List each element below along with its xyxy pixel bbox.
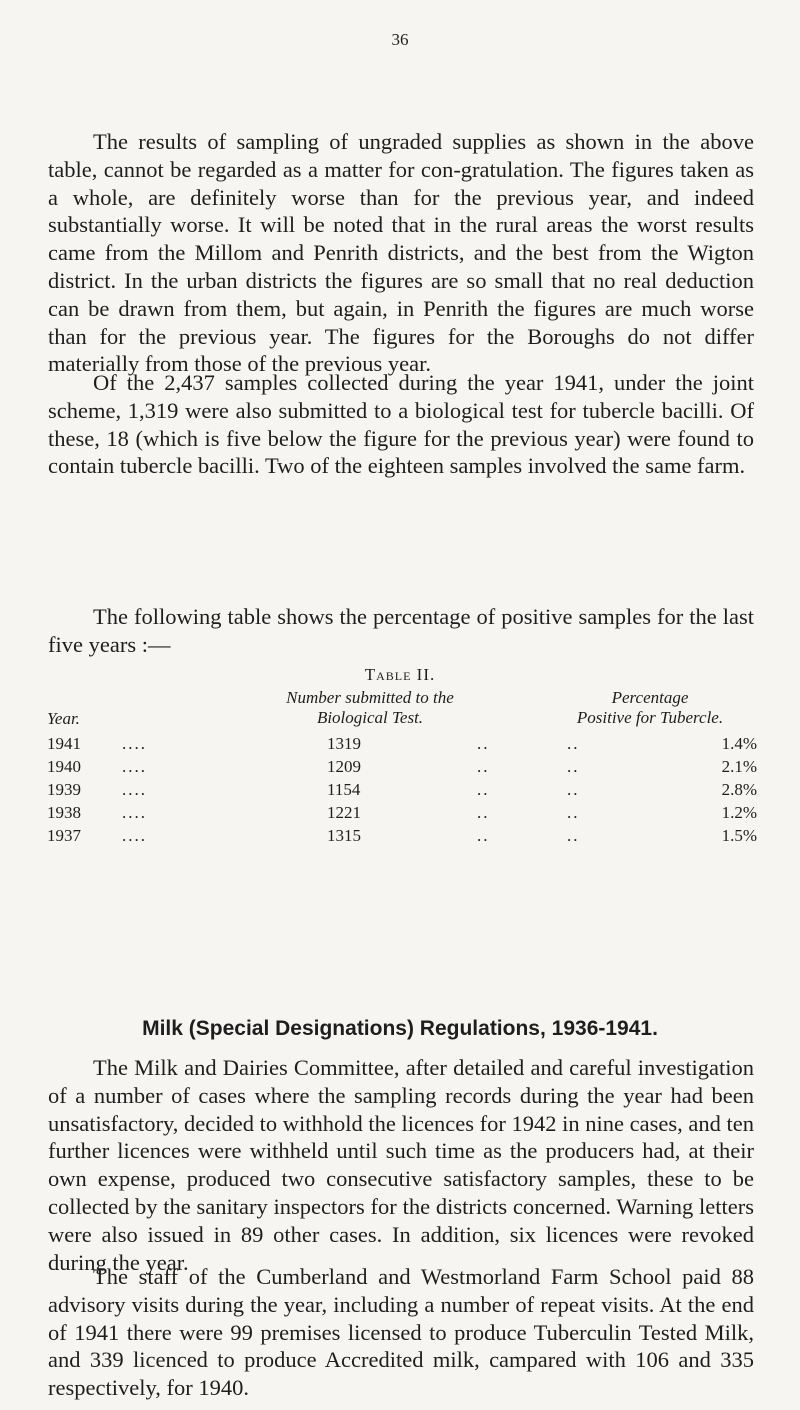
table-cell-year: 1937 xyxy=(47,826,81,845)
table-leader: .. xyxy=(477,757,490,776)
table-cell-number: 1209 xyxy=(327,757,361,776)
table-leader: .. xyxy=(567,734,580,753)
table-header-percentage-line2: Positive for Tubercle. xyxy=(576,708,724,727)
table-leader: .. xyxy=(477,803,490,822)
table-leader: .. .. xyxy=(122,803,147,822)
table-leader: .. .. xyxy=(122,734,147,753)
table-cell-percentage: 2.1% xyxy=(721,757,757,776)
table-leader: .. .. xyxy=(122,757,147,776)
table-cell-year: 1939 xyxy=(47,780,81,799)
paragraph-biological-test: Of the 2,437 samples collected during the year 1941, under the joint scheme, 1,319 were also submitted to a biological test for tubercle bacilli. Of these, 18 (which is five below the figure for the previous year) were found to contain tubercle bacilli. Two of the eighteen samples involved the same farm. xyxy=(48,370,754,479)
table-cell-year: 1940 xyxy=(47,757,81,776)
table-leader: .. .. xyxy=(122,780,147,799)
table-leader: .. xyxy=(477,780,490,799)
table-cell-percentage: 1.5% xyxy=(721,826,757,845)
table-cell-number: 1319 xyxy=(327,734,361,753)
table-header-year: Year. xyxy=(47,709,80,728)
table-leader: .. xyxy=(477,734,490,753)
page-number: 36 xyxy=(391,30,409,49)
table-cell-percentage: 1.4% xyxy=(721,734,757,753)
section-heading: Milk (Special Designations) Regulations, 1936-1941. xyxy=(142,1017,658,1040)
table-header-percentage xyxy=(520,688,780,728)
paragraph-table-intro: The following table shows the percentage of positive samples for the last five years :— xyxy=(48,604,754,657)
paragraph-ungraded-results: The results of sampling of ungraded supplies as shown in the above table, cannot be regarded as a matter for con-gratulation. The figures taken as a whole, are definitely worse than for the previous year, and indeed substantially worse. It will be noted that in the rural areas the worst results came from the Millom and Penrith districts, and the best from the Wigton district. In the urban districts the figures are so small that no real deduction can be drawn from them, but again, in Penrith the figures are much worse than for the previous year. The figures for the Boroughs do not differ materially from those of the previous year. xyxy=(48,129,754,377)
table-header-number-line1: Number submitted to the xyxy=(286,688,454,707)
table-leader: .. xyxy=(567,757,580,776)
table-cell-year: 1941 xyxy=(47,734,81,753)
table-cell-percentage: 1.2% xyxy=(721,803,757,822)
table-header-percentage-line1: Percentage xyxy=(611,688,689,707)
paragraph-farm-school: The staff of the Cumberland and Westmorland Farm School paid 88 advisory visits during the year, including a number of repeat visits. At the end of 1941 there were 99 premises licensed to produce Tuberculin Tested Milk, and 339 licenced to produce Accredited milk, campared with 106 and 335 respectively, for 1940. xyxy=(48,1264,754,1401)
table-row xyxy=(47,803,767,825)
table-leader: .. .. xyxy=(122,826,147,845)
table-row xyxy=(47,757,767,779)
table-cell-number: 1154 xyxy=(327,780,361,799)
table-cell-number: 1315 xyxy=(327,826,361,845)
table-cell-year: 1938 xyxy=(47,803,81,822)
table-leader: .. xyxy=(567,780,580,799)
table-header-number xyxy=(220,688,520,728)
paragraph-milk-dairies-committee: The Milk and Dairies Committee, after detailed and careful investigation of a number of cases where the sampling records during the year had been unsatisfactory, decided to withhold the licences for 1942 in nine cases, and ten further licences were withheld until such time as the producers had, at their own expense, produced two consecutive satisfactory samples, these to be collected by the sanitary inspectors for the districts concerned. Warning letters were also issued in 89 other cases. In addition, six licences were revoked during the year. xyxy=(48,1055,754,1275)
table-header-number-line2: Biological Test. xyxy=(316,708,424,727)
table-leader: .. xyxy=(567,826,580,845)
table-leader: .. xyxy=(477,826,490,845)
table-title: Table II. xyxy=(364,665,436,684)
table-row xyxy=(47,780,767,802)
table-cell-number: 1221 xyxy=(327,803,361,822)
table-leader: .. xyxy=(567,803,580,822)
table-row xyxy=(47,734,767,756)
table-cell-percentage: 2.8% xyxy=(721,780,757,799)
table-row xyxy=(47,826,767,848)
